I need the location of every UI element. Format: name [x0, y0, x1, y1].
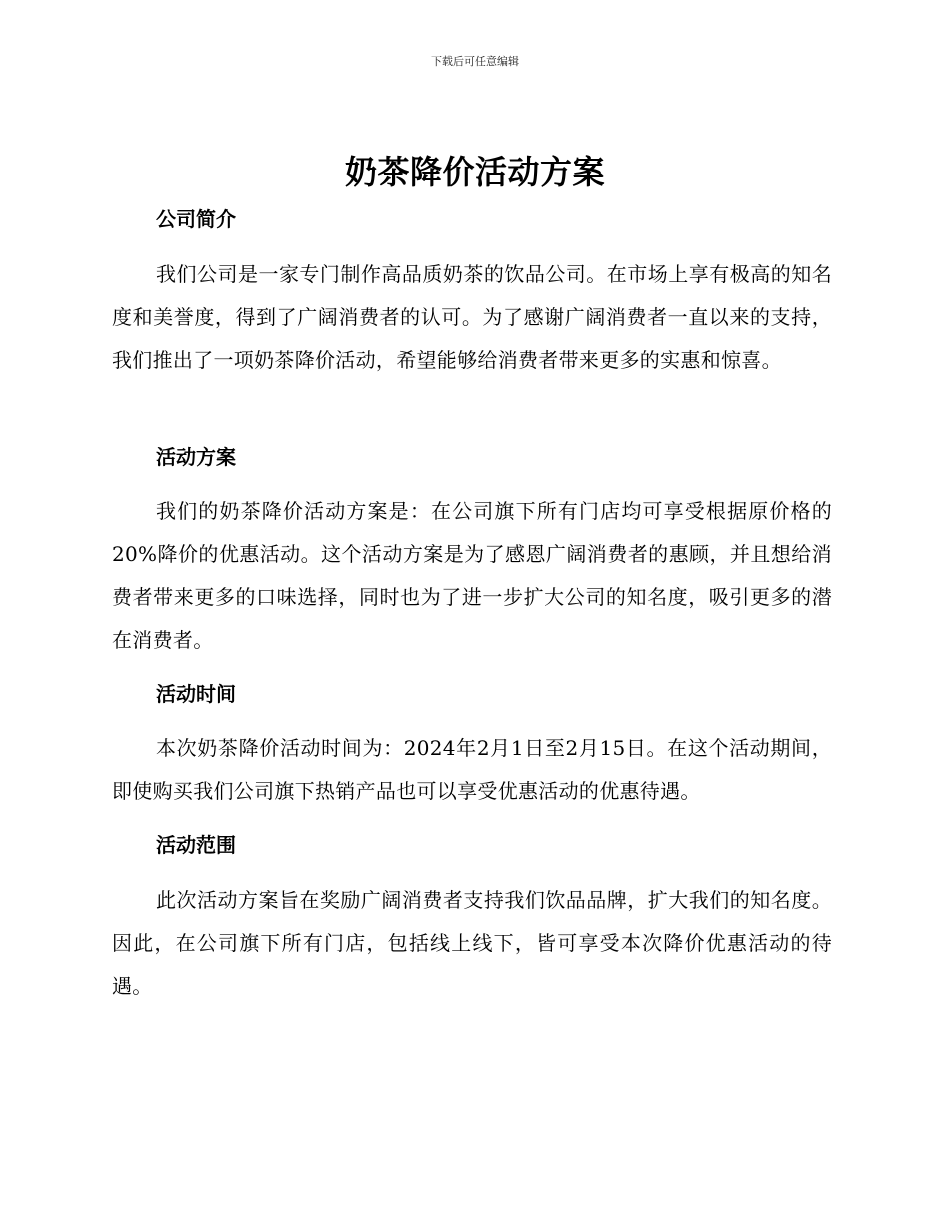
section-body-company-intro: 我们公司是一家专门制作高品质奶茶的饮品公司。在市场上享有极高的知名度和美誉度，得到了广阔消费者的认可。为了感谢广阔消费者一直以来的支持，我们推出了一项奶茶降价活动，希望能够给消费者带来更多的实惠和惊喜。	[112, 262, 832, 372]
section-heading-activity-scope: 活动范围	[156, 833, 236, 857]
section-body-activity-plan: 我们的奶茶降价活动方案是：在公司旗下所有门店均可享受根据原价格的20%降价的优惠活动。这个活动方案是为了感恩广阔消费者的惠顾，并且想给消费者带来更多的口味选择，同时也为了进一步扩大公司的知名度，吸引更多的潜在消费者。	[112, 499, 832, 652]
section-heading-activity-time: 活动时间	[156, 682, 236, 706]
document-title: 奶茶降价活动方案	[344, 153, 605, 191]
section-body-activity-scope: 此次活动方案旨在奖励广阔消费者支持我们饮品品牌，扩大我们的知名度。因此，在公司旗下所有门店，包括线上线下，皆可享受本次降价优惠活动的待遇。	[112, 888, 832, 998]
header-note: 下载后可任意编辑	[431, 55, 519, 68]
section-body-activity-time: 本次奶茶降价活动时间为：2024年2月1日至2月15日。在这个活动期间，即使购买我们公司旗下热销产品也可以享受优惠活动的优惠待遇。	[112, 736, 832, 803]
section-heading-activity-plan: 活动方案	[156, 445, 236, 469]
section-heading-company-intro: 公司简介	[156, 207, 236, 231]
